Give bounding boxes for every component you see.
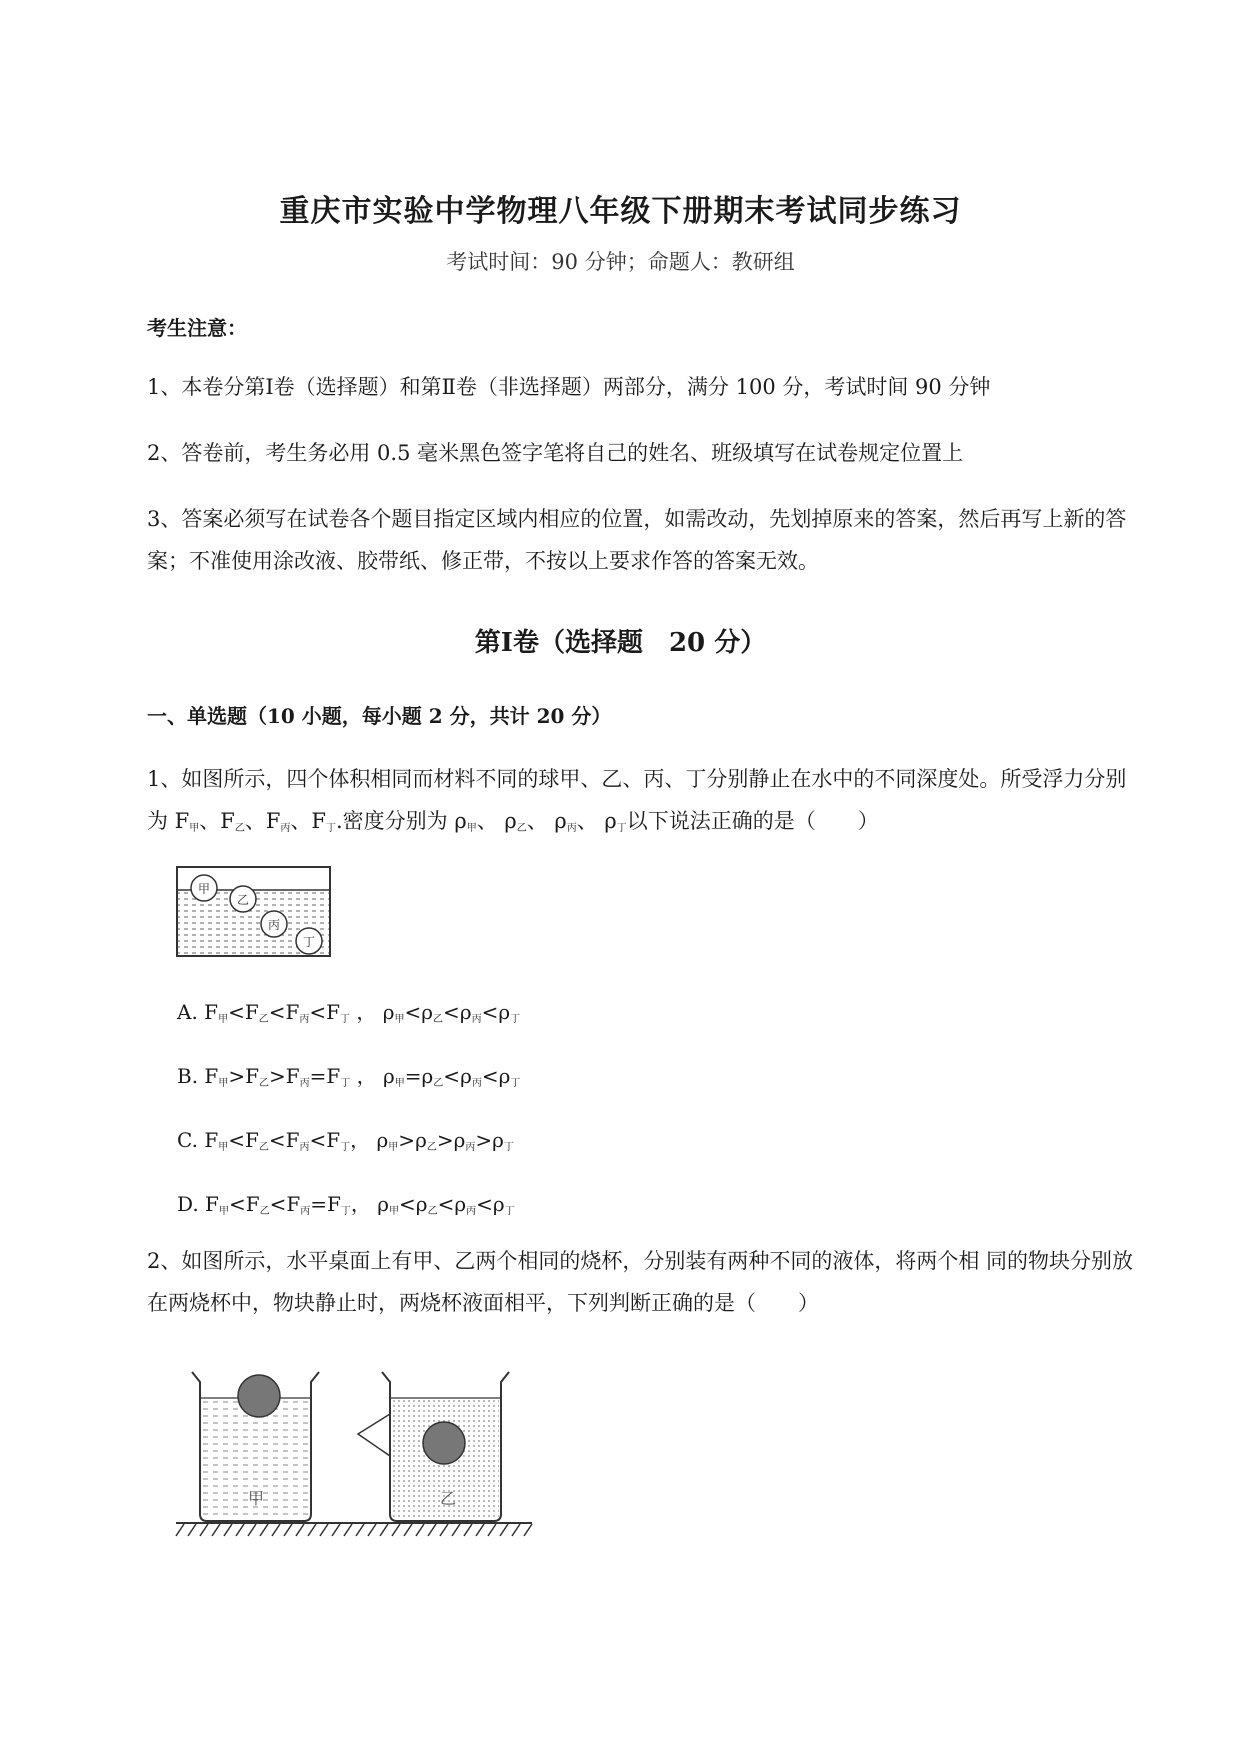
notice-item-1: 1、本卷分第Ⅰ卷（选择题）和第Ⅱ卷（非选择题）两部分，满分 100 分，考试时间 90 分钟 bbox=[147, 375, 991, 399]
notice-item-3: 3、答案必须写在试卷各个题目指定区域内相应的位置，如需改动，先划掉原来的答案，然后再写上新的答案；不准使用涂改液、胶带纸、修正带，不按以上要求作答的答案无效。 bbox=[147, 507, 1127, 573]
exam-subtitle: 考试时间：90 分钟；命题人：教研组 bbox=[446, 250, 795, 274]
block-jia bbox=[238, 1375, 280, 1417]
option-a: A. $F_甲<F_乙<F_丙<F_丁$ ， $\rho_甲<\rho_乙<\rho_丙<\rho_丁$ bbox=[177, 1000, 521, 1025]
label-yi: 乙 bbox=[236, 893, 250, 907]
beaker-yi-label: 乙 bbox=[439, 1489, 457, 1508]
beaker-jia-label: 甲 bbox=[247, 1489, 265, 1508]
beaker-jia bbox=[192, 1372, 319, 1521]
page-title: 重庆市实验中学物理八年级下册期末考试同步练习 bbox=[279, 194, 962, 229]
label-ding: 丁 bbox=[302, 935, 316, 949]
question-1-figure bbox=[176, 866, 332, 958]
notice-item-2: 2、答卷前，考生务必用 0.5 毫米黑色签字笔将自己的姓名、班级填写在试卷规定位置上 bbox=[147, 441, 964, 465]
option-d: D. $F_甲<F_乙<F_丙=F_丁$， $\rho_甲<\rho_乙<\rho_丙<\rho_丁$ bbox=[177, 1192, 515, 1217]
option-b: B. $F_甲>F_乙>F_丙=F_丁$ ， $\rho_甲=\rho_乙<\rho_丙<\rho_丁$ bbox=[177, 1064, 521, 1089]
label-bing: 丙 bbox=[267, 918, 281, 932]
part-heading: 一、单选题（10 小题，每小题 2 分，共计 20 分） bbox=[147, 704, 612, 728]
question-2-text: 2、如图所示，水平桌面上有甲、乙两个相同的烧杯，分别装有两种不同的液体，将两个相 同的物块分别放在两烧杯中，物块静止时，两烧杯液面相平，下列判断正确的是（ ） bbox=[147, 1249, 1134, 1315]
question-2-figure bbox=[172, 1364, 536, 1544]
section-title: 第Ⅰ卷（选择题 20 分） bbox=[474, 628, 767, 658]
block-yi bbox=[423, 1422, 465, 1464]
beaker-yi bbox=[358, 1372, 509, 1521]
question-1-text: 1、如图所示，四个体积相同而材料不同的球甲、乙、丙、丁分别静止在水中的不同深度处。所受浮力分别为 $F_甲$、$F_乙$、$F_丙$、$F_丁$.密度分别为 $\rho_甲$、 $\rho_乙$、 $\rho_丙$、 $\rho_丁$以下说法正确的是（ ） bbox=[147, 767, 1127, 834]
option-c: C. $F_甲<F_乙<F_丙<F_丁$， $\rho_甲>\rho_乙>\rho_丙>\rho_丁$ bbox=[177, 1128, 514, 1153]
notice-heading: 考生注意： bbox=[147, 316, 247, 340]
label-jia: 甲 bbox=[197, 882, 211, 896]
table-surface bbox=[176, 1523, 532, 1536]
